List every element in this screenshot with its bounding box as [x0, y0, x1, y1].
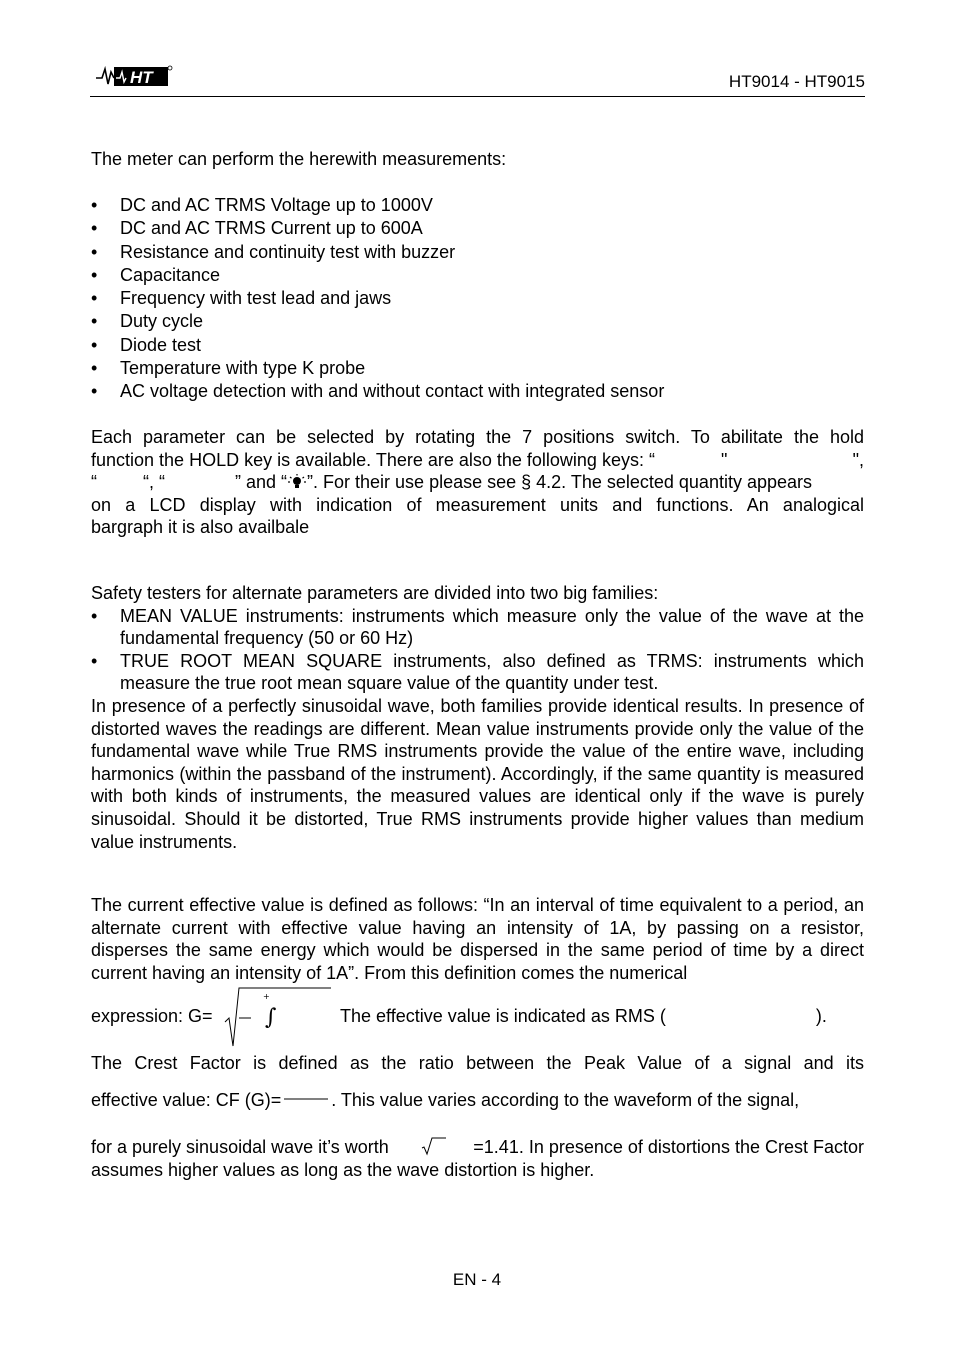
list-item: • Duty cycle — [91, 310, 864, 333]
keys-line-3: “ “, “ ” and “ ”. For their use please see § 4.2. The selected quantity appears — [91, 472, 812, 493]
keys-line-1: Each parameter can be selected by rotating the 7 positions switch. To abilitate the hold — [91, 427, 864, 447]
rms-note: The effective value is indicated as RMS ( ). — [340, 1006, 827, 1026]
crest-line-1: The Crest Factor is defined as the ratio between the Peak Value of a signal and its — [91, 1053, 864, 1073]
svg-text:+: + — [263, 992, 270, 1001]
measurements-list — [91, 194, 864, 404]
rms-paragraph: The current effective value is defined as follows: “In an interval of time equivalent to a period, an alternate current with effective value having an intensity of 1A, by passing on a resistor, disperses the same energy which would be dispersed in the same period of time by a direct current having an intensity of 1A”. From this definition comes the numerical — [91, 895, 864, 983]
keys-line-2: function the HOLD key is available. There are also the following keys: “ " ", — [91, 449, 864, 470]
list-item: • Diode test — [91, 334, 864, 357]
list-item: • MEAN VALUE instruments: instruments which measure only the value of the wave at the fundamental frequency (50 or 60 Hz) — [91, 605, 864, 650]
svg-text:HT: HT — [130, 68, 153, 87]
fraction-bar — [281, 1094, 331, 1104]
svg-text:∫: ∫ — [265, 1005, 277, 1030]
list-item: • Capacitance — [91, 264, 864, 287]
list-item: • Resistance and continuity test with buzzer — [91, 241, 864, 264]
crest-line-2: effective value: CF (G)= . This value varies according to the waveform of the signal, — [91, 1090, 800, 1110]
list-item: • TRUE ROOT MEAN SQUARE instruments, also defined as TRMS: instruments which measure the true root mean square value of the quantity under test. — [91, 650, 864, 695]
model-number: HT9014 - HT9015 — [728, 72, 865, 91]
ht-logo — [94, 64, 172, 90]
intro-text: The meter can perform the herewith measurements: — [91, 149, 507, 169]
rms-formula — [223, 986, 335, 1048]
list-item: • AC voltage detection with and without contact with integrated sensor — [91, 380, 864, 403]
keys-line-5: bargraph it is also availbale — [91, 517, 310, 538]
page-number: EN - 4 — [452, 1270, 502, 1289]
crest-line-3: for a purely sinusoidal wave it’s worth =1.41. In presence of distortions the Crest Factor assumes higher values as long as the wave distortion is higher. — [91, 1137, 864, 1180]
rms-expression-line — [91, 986, 864, 1048]
safety-section — [91, 582, 864, 853]
keys-line-4: on a LCD display with indication of measurement units and functions. An analogical — [91, 494, 864, 515]
list-item: • Frequency with test lead and jaws — [91, 287, 864, 310]
sqrt-symbol — [420, 1136, 448, 1156]
safety-paragraph: In presence of a perfectly sinusoidal wave, both families provide identical results. In presence of distorted waves the readings are different. Mean value instruments provide only the value of the fundamental wave while True RMS instruments provide the value of the entire wave, including harmonics (within the passband of the instrument). Accordingly, if the same quantity is measured with both kinds of instruments, the measured values are identical only if the wave is purely sinusoidal. Should it be distorted, True RMS instruments provide higher values than medium value instruments. — [91, 695, 864, 852]
list-item: • DC and AC TRMS Voltage up to 1000V — [91, 194, 864, 217]
expression-label: expression: G= — [91, 1006, 213, 1026]
safety-intro: Safety testers for alternate parameters are divided into two big families: — [91, 583, 659, 603]
backlight-icon — [287, 474, 307, 490]
list-item: • Temperature with type K probe — [91, 357, 864, 380]
page-header — [90, 60, 865, 97]
list-item: • DC and AC TRMS Current up to 600A — [91, 217, 864, 240]
keys-paragraph — [91, 426, 864, 539]
